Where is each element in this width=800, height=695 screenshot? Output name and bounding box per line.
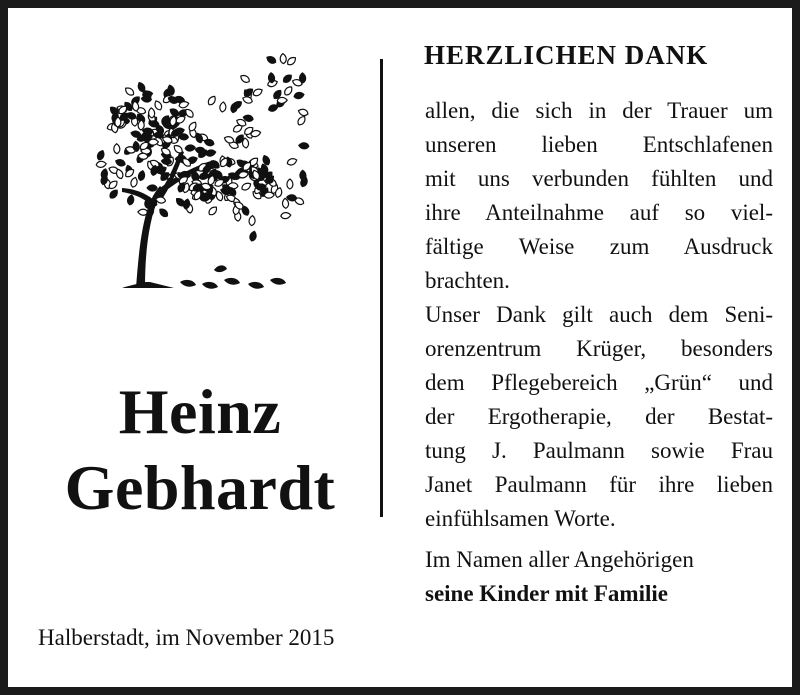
leaf-shape [148,139,158,145]
leaf-shape [148,108,155,118]
leaf-shape [96,161,107,168]
leaf-shape [293,92,304,100]
leaf-shape [96,149,106,161]
message-line: dem Pflegebereich „Grün“ und [425,370,773,395]
message-line: ihre Anteilnahme auf so viel- [425,200,773,225]
signoff-family: seine Kinder mit Familie [425,581,668,606]
leaf-shape [280,53,287,63]
message-line: mit uns verbunden fühlten und [425,166,773,191]
leaf-shape [283,85,294,97]
leaf-shape [287,179,293,189]
leaf-shape [286,55,297,66]
message-line: fältige Weise zum Ausdruck [425,234,773,259]
message-line: orenzentrum Krüger, besonders [425,336,773,361]
leaf-shape [185,145,195,152]
signoff-line: Im Namen aller Angehörigen [425,547,694,572]
leaf-shape [239,74,251,84]
vertical-divider [380,59,383,517]
message-line: Unser Dank gilt auch dem Seni- [425,302,773,327]
leaf-shape [243,87,255,98]
leaf-shape [249,230,258,241]
thanks-message [425,94,773,536]
tree-with-falling-leaves-icon [90,48,310,300]
leaf-shape [207,95,218,107]
leaf-shape [124,86,136,97]
leaf-shape [240,181,252,191]
leaf-shape [127,194,135,205]
message-line: tung J. Paulmann sowie Frau [425,438,773,463]
leaf-shape [115,158,127,167]
leaf-shape [153,100,163,112]
leaf-shape [108,188,119,199]
leaf-shape [264,192,274,198]
leaf-shape [282,73,293,84]
leaf-shape [147,185,157,191]
message-line: allen, die sich in der Trauer um [425,98,773,123]
leaf-shape [219,102,226,113]
leaf-shape [161,158,171,165]
leaf-shape [297,108,308,117]
thanks-heading: HERZLICHEN DANK [424,40,709,70]
leaf-shape [252,87,264,97]
leaf-shape [158,207,169,218]
signoff [425,543,694,611]
leaf-shape [265,55,277,65]
message-line: unseren lieben Entschlafenen [425,132,773,157]
leaf-shape [130,177,139,188]
leaf-shape [281,212,292,219]
leaf-shape [207,205,218,216]
leaf-shape [188,121,198,133]
leaf-shape [299,142,309,149]
leaf-shape [286,157,297,166]
deceased-first-name: Heinz [118,376,282,447]
message-line: der Ergotherapie, der Bestat- [425,404,773,429]
leaf-shape [249,215,256,225]
leaf-shape [137,170,145,181]
leaf-shape [296,115,307,127]
message-line: einfühlsamen Worte. [425,506,616,531]
leaf-shape [114,144,120,154]
place-and-date: Halberstadt, im November 2015 [38,625,335,650]
deceased-last-name: Gebhardt [64,452,336,523]
message-line: Janet Paulmann für ihre lieben [425,472,773,497]
message-line: brachten. [425,268,510,293]
